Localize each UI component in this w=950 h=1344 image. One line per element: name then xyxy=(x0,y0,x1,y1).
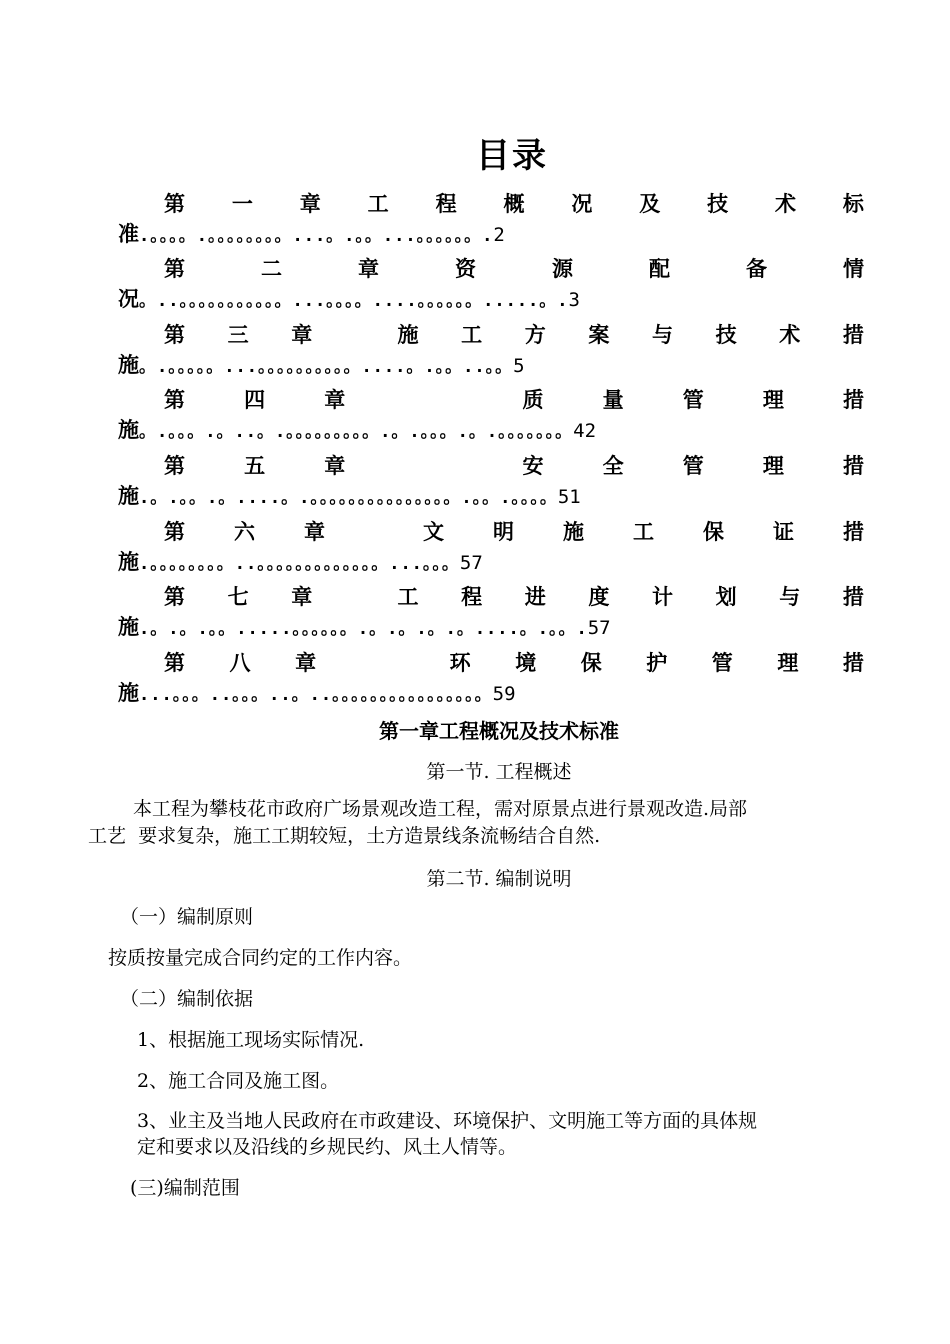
toc-entry-heading xyxy=(118,384,864,416)
basis-title: （二）编制依据 xyxy=(120,988,254,1010)
toc-heading-char: 第 xyxy=(164,388,185,412)
toc-heading-char: 境 xyxy=(515,651,537,675)
toc-heading-char: 明 xyxy=(493,520,514,544)
toc-leader-dots: 。..。。。。。。。。。。。...。。。。....。。。。。。.....。. xyxy=(139,291,569,311)
principle-text: 按质按量完成合同约定的工作内容。 xyxy=(108,947,413,969)
toc-heading-char: 一 xyxy=(231,192,253,216)
toc-heading-char: 保 xyxy=(580,651,602,675)
toc-tail-char: 施 xyxy=(118,550,139,574)
toc-page-number: 5 xyxy=(513,355,525,377)
toc-heading-char: 第 xyxy=(164,651,185,675)
toc-heading-char: 术 xyxy=(775,192,797,216)
toc-entry-heading xyxy=(118,647,864,679)
overview-line-2: 工艺 要求复杂，施工工期较短，土方造景线条流畅结合自然. xyxy=(88,825,601,847)
toc-page-number: 2 xyxy=(493,224,505,246)
toc-entry-tail xyxy=(118,416,864,444)
toc-heading-char: 备 xyxy=(746,257,767,281)
toc-heading-char: 与 xyxy=(779,585,801,609)
toc-heading-char: 章 xyxy=(324,454,346,478)
toc-heading-char: 量 xyxy=(602,388,624,412)
toc-tail-char: 施 xyxy=(118,484,139,508)
toc-heading-char: 与 xyxy=(652,323,673,347)
toc-heading-char: 章 xyxy=(304,520,325,544)
toc-heading-char: 配 xyxy=(649,257,670,281)
chapter-heading: 第一章工程概况及技术标准 xyxy=(379,719,619,743)
toc-heading-char: 章 xyxy=(358,257,379,281)
toc-heading-char: 章 xyxy=(299,192,321,216)
toc-entry-heading xyxy=(118,516,864,548)
toc-heading-char: 技 xyxy=(715,323,737,347)
toc-page-number: 42 xyxy=(573,420,597,442)
toc-heading-char: 二 xyxy=(261,257,282,281)
toc-page-number: 57 xyxy=(459,552,483,574)
toc-leader-dots: 。.。。。。。...。。。。。。。。。。....。.。。..。。 xyxy=(139,357,514,377)
toc-heading-char: 第 xyxy=(164,257,185,281)
toc-entry-tail xyxy=(118,613,864,641)
toc-heading-char: 术 xyxy=(779,323,801,347)
toc-heading-char: 第 xyxy=(164,454,185,478)
toc-heading-char: 及 xyxy=(639,192,661,216)
toc-heading-char: 管 xyxy=(682,454,704,478)
scope-title: (三)编制范围 xyxy=(130,1177,240,1199)
toc-heading-char: 证 xyxy=(773,520,794,544)
toc-heading-char: 技 xyxy=(707,192,729,216)
toc-heading-char: 程 xyxy=(435,192,457,216)
toc-heading-char: 文 xyxy=(423,520,444,544)
toc-heading-char: 护 xyxy=(646,651,668,675)
toc-heading-char: 第 xyxy=(164,585,185,609)
toc-heading-char: 划 xyxy=(715,585,737,609)
toc-heading-char: 质 xyxy=(522,388,544,412)
toc-entry[interactable] xyxy=(118,450,864,510)
toc-entry-heading xyxy=(118,319,864,351)
toc-entry[interactable] xyxy=(118,319,864,379)
toc-tail-char: 施 xyxy=(118,681,139,705)
toc-heading-char: 章 xyxy=(295,651,317,675)
toc-heading-char: 五 xyxy=(244,454,266,478)
toc-entry[interactable] xyxy=(118,581,864,641)
toc-entry[interactable] xyxy=(118,188,864,248)
toc-heading-char: 理 xyxy=(762,454,784,478)
toc-leader-dots: .。。。。。。。。..。。。。。。。。。。。。。...。。。 xyxy=(139,554,460,574)
toc-heading-char: 第 xyxy=(164,192,185,216)
toc-tail-char: 准 xyxy=(118,222,139,246)
toc-heading-char: 施 xyxy=(563,520,584,544)
toc-heading-char: 况 xyxy=(571,192,593,216)
toc-tail-char: 施 xyxy=(118,418,139,442)
toc-heading-char: 工 xyxy=(367,192,389,216)
toc-heading-char: 措 xyxy=(842,388,864,412)
toc-heading-char: 进 xyxy=(524,585,546,609)
toc-entry-heading xyxy=(118,188,864,220)
basis-item-3-line-2: 定和要求以及沿线的乡规民约、风土人情等。 xyxy=(137,1136,518,1158)
toc-tail-char: 况 xyxy=(118,287,139,311)
basis-item-3-line-1: 3、业主及当地人民政府在市政建设、环境保护、文明施工等方面的具体规 xyxy=(137,1110,758,1132)
toc-heading-char: 标 xyxy=(842,192,864,216)
toc-heading-char: 措 xyxy=(843,520,864,544)
toc-heading-char: 理 xyxy=(762,388,784,412)
toc-page-number: 59 xyxy=(492,683,516,705)
toc-heading-char: 六 xyxy=(234,520,255,544)
toc-heading-char: 概 xyxy=(503,192,525,216)
toc-heading-char: 措 xyxy=(842,454,864,478)
toc-heading-char: 环 xyxy=(449,651,471,675)
toc-leader-dots: .。.。.。。.....。。。。。。.。.。.。.。....。.。。. xyxy=(139,619,588,639)
toc-entry-tail xyxy=(118,285,864,313)
section-heading-overview: 第一节. 工程概述 xyxy=(426,761,572,783)
toc-heading-char: 第 xyxy=(164,323,185,347)
toc-heading-char: 方 xyxy=(524,323,546,347)
toc-entry[interactable] xyxy=(118,516,864,576)
toc-leader-dots: .。.。。.。....。.。。。。。。。。。。。。。。。.。。.。。。。 xyxy=(139,488,558,508)
toc-entry-tail xyxy=(118,548,864,576)
toc-page-number: 57 xyxy=(587,617,611,639)
toc-heading-char: 章 xyxy=(291,585,313,609)
toc-entry[interactable] xyxy=(118,253,864,313)
toc-entry-heading xyxy=(118,253,864,285)
toc-heading-char: 理 xyxy=(777,651,799,675)
toc-heading-char: 第 xyxy=(164,520,185,544)
toc-heading-char: 工 xyxy=(461,323,483,347)
toc-entry-tail xyxy=(118,679,864,707)
toc-entry-tail xyxy=(118,351,864,379)
toc-entry-heading xyxy=(118,450,864,482)
toc-heading-char: 案 xyxy=(588,323,610,347)
toc-heading-char: 安 xyxy=(522,454,544,478)
toc-heading-char: 三 xyxy=(227,323,249,347)
toc-heading-char: 措 xyxy=(842,651,864,675)
toc-heading-char: 章 xyxy=(291,323,313,347)
toc-entry-tail xyxy=(118,482,864,510)
principle-title: （一）编制原则 xyxy=(120,906,254,928)
toc-leader-dots: .。。。。.。。。。。。。。...。.。。...。。。。。。. xyxy=(139,226,494,246)
toc-entry-tail xyxy=(118,220,864,248)
toc-tail-char: 施 xyxy=(118,353,139,377)
overview-line-1: 本工程为攀枝花市政府广场景观改造工程，需对原景点进行景观改造.局部 xyxy=(133,798,748,820)
toc-heading-char: 章 xyxy=(324,388,346,412)
toc-page-number: 51 xyxy=(557,486,581,508)
toc-tail-char: 施 xyxy=(118,615,139,639)
toc-heading-char: 度 xyxy=(588,585,610,609)
toc-heading-char: 措 xyxy=(842,585,864,609)
toc-entry-heading xyxy=(118,581,864,613)
toc-heading-char: 资 xyxy=(455,257,476,281)
toc-entry[interactable] xyxy=(118,384,864,444)
toc-heading-char: 源 xyxy=(552,257,573,281)
toc-heading-char: 管 xyxy=(682,388,704,412)
toc-heading-char: 工 xyxy=(633,520,654,544)
toc-heading-char: 管 xyxy=(711,651,733,675)
toc-heading-char: 计 xyxy=(652,585,673,609)
toc-heading-char: 措 xyxy=(842,323,864,347)
toc-heading-char: 程 xyxy=(461,585,483,609)
toc-heading-char: 情 xyxy=(843,257,864,281)
toc-heading-char: 八 xyxy=(229,651,251,675)
toc-heading-char: 七 xyxy=(227,585,249,609)
toc-heading-char: 全 xyxy=(602,454,624,478)
toc-entry[interactable] xyxy=(118,647,864,707)
toc-heading-char: 保 xyxy=(703,520,724,544)
toc-leader-dots: ...。。。..。。。..。..。。。。。。。。。。。。。。。。 xyxy=(139,685,493,705)
section-heading-notes: 第二节. 编制说明 xyxy=(426,868,572,890)
toc-leader-dots: 。.。。。.。..。.。。。。。。。。。.。.。。。.。.。。。。。。。 xyxy=(139,422,574,442)
toc-heading-char: 四 xyxy=(244,388,266,412)
basis-item-1: 1、根据施工现场实际情况. xyxy=(137,1029,365,1051)
toc-page-number: 3 xyxy=(568,289,580,311)
toc-heading-char: 施 xyxy=(397,323,419,347)
basis-item-2: 2、施工合同及施工图。 xyxy=(137,1070,340,1092)
toc-title: 目录 xyxy=(476,136,548,176)
toc-heading-char: 工 xyxy=(397,585,419,609)
